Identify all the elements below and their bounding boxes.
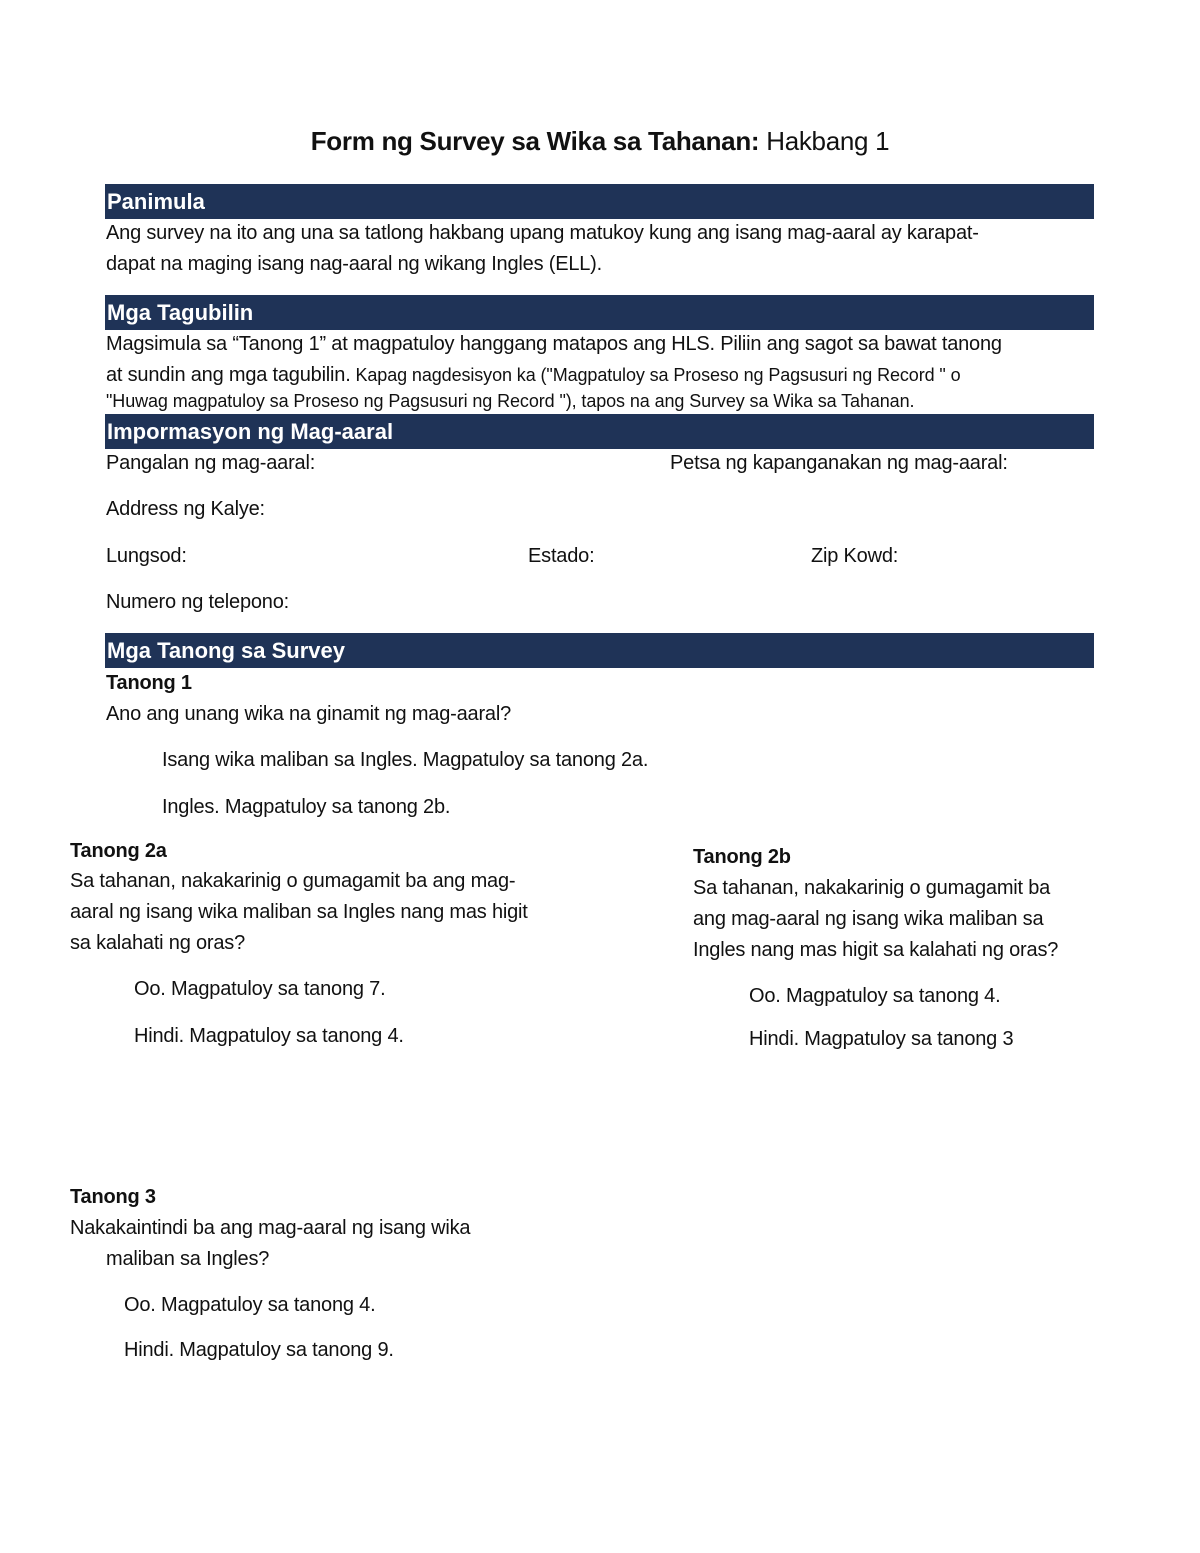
question-3-label: Tanong 3 bbox=[70, 1186, 156, 1208]
section-header-instructions: Mga Tagubilin bbox=[105, 295, 1094, 330]
student-name-label: Pangalan ng mag-aaral: bbox=[106, 452, 316, 474]
city-label: Lungsod: bbox=[106, 545, 187, 567]
question-3-option-yes: Oo. Magpatuloy sa tanong 4. bbox=[124, 1294, 376, 1316]
question-2a-line-2: aaral ng isang wika maliban sa Ingles nang mas higit bbox=[70, 901, 528, 923]
section-header-intro: Panimula bbox=[105, 184, 1094, 219]
question-2a-line-3: sa kalahati ng oras? bbox=[70, 932, 246, 954]
question-2b-option-yes: Oo. Magpatuloy sa tanong 4. bbox=[749, 985, 1001, 1007]
instructions-line-1: Magsimula sa “Tanong 1” at magpatuloy hanggang matapos ang HLS. Piliin ang sagot sa bawat tanong bbox=[106, 333, 1002, 355]
instructions-line-2 bbox=[106, 364, 961, 387]
question-3-line-1: Nakakaintindi ba ang mag-aaral ng isang wika bbox=[70, 1217, 471, 1239]
question-3-option-no: Hindi. Magpatuloy sa tanong 9. bbox=[124, 1339, 394, 1361]
student-dob-label: Petsa ng kapanganakan ng mag-aaral: bbox=[670, 452, 1008, 474]
question-1-option-other-language: Isang wika maliban sa Ingles. Magpatuloy sa tanong 2a. bbox=[162, 749, 649, 771]
question-1-label: Tanong 1 bbox=[106, 672, 192, 694]
question-2b-line-2: ang mag-aaral ng isang wika maliban sa bbox=[693, 908, 1044, 930]
state-label: Estado: bbox=[528, 545, 595, 567]
instructions-line-3: "Huwag magpatuloy sa Proseso ng Pagsusuri ng Record "), tapos na ang Survey sa Wika sa Tahanan. bbox=[106, 391, 915, 411]
section-header-student-info: Impormasyon ng Mag-aaral bbox=[105, 414, 1094, 449]
question-2b-line-3: Ingles nang mas higit sa kalahati ng oras? bbox=[693, 939, 1059, 961]
page-title bbox=[0, 126, 1200, 157]
question-2b-label: Tanong 2b bbox=[693, 846, 791, 868]
question-2a-option-no: Hindi. Magpatuloy sa tanong 4. bbox=[134, 1025, 404, 1047]
instructions-line-2a: at sundin ang mga tagubilin. bbox=[106, 364, 351, 386]
question-3-line-2: maliban sa Ingles? bbox=[106, 1248, 270, 1270]
page-title-step: Hakbang 1 bbox=[766, 126, 890, 156]
instructions-line-2b: Kapag nagdesisyon ka ("Magpatuloy sa Proseso ng Pagsusuri ng Record " o bbox=[350, 365, 961, 385]
street-address-label: Address ng Kalye: bbox=[106, 498, 265, 520]
intro-line-2: dapat na maging isang nag-aaral ng wikang Ingles (ELL). bbox=[106, 253, 602, 275]
question-1-option-english: Ingles. Magpatuloy sa tanong 2b. bbox=[162, 796, 451, 818]
phone-number-label: Numero ng telepono: bbox=[106, 591, 289, 613]
zip-code-label: Zip Kowd: bbox=[811, 545, 899, 567]
section-header-survey: Mga Tanong sa Survey bbox=[105, 633, 1094, 668]
page-title-main: Form ng Survey sa Wika sa Tahanan: bbox=[310, 126, 760, 156]
question-2b-line-1: Sa tahanan, nakakarinig o gumagamit ba bbox=[693, 877, 1051, 899]
intro-line-1: Ang survey na ito ang una sa tatlong hakbang upang matukoy kung ang isang mag-aaral ay karapat- bbox=[106, 222, 979, 244]
question-2a-option-yes: Oo. Magpatuloy sa tanong 7. bbox=[134, 978, 386, 1000]
question-2a-line-1: Sa tahanan, nakakarinig o gumagamit ba ang mag- bbox=[70, 870, 516, 892]
question-1-text: Ano ang unang wika na ginamit ng mag-aaral? bbox=[106, 703, 512, 725]
question-2b-option-no: Hindi. Magpatuloy sa tanong 3 bbox=[749, 1028, 1014, 1050]
question-2a-label: Tanong 2a bbox=[70, 840, 167, 862]
